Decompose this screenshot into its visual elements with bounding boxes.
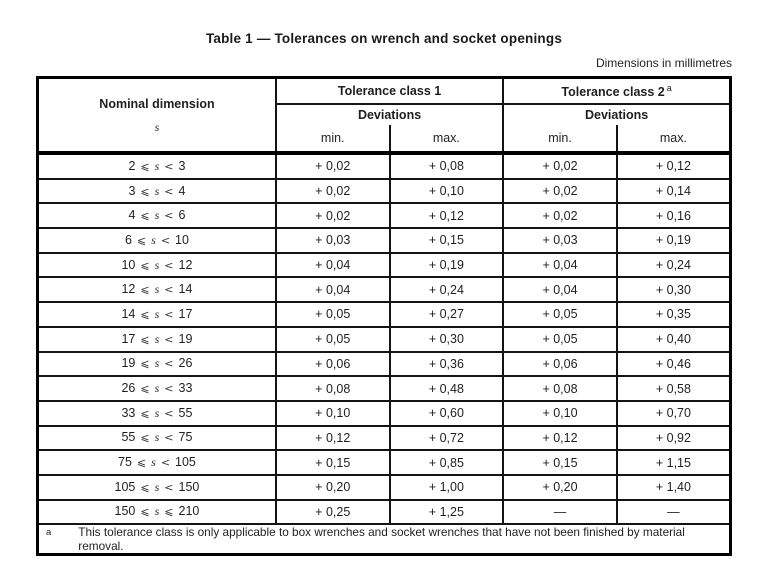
range-upper: 33 xyxy=(178,381,193,396)
range-rel1: ⩽ xyxy=(140,382,150,396)
class2-min-value: + 0,02 xyxy=(503,153,617,179)
footnote-marker: a xyxy=(46,527,52,539)
class2-min-value: + 0,04 xyxy=(503,277,617,302)
range-upper: 26 xyxy=(178,356,193,371)
range-var: s xyxy=(154,306,160,321)
range-lower: 33 xyxy=(121,405,136,420)
table-row xyxy=(38,401,731,426)
range-rel2: ⩽ xyxy=(164,505,174,519)
class1-max-value: + 0,72 xyxy=(390,426,504,451)
class2-max-value: + 1,15 xyxy=(617,450,731,475)
nominal-range-cell xyxy=(38,179,276,204)
nominal-range-cell xyxy=(38,376,276,401)
table-title: Table 1 — Tolerances on wrench and socket openings xyxy=(205,31,563,46)
class2-max-value: + 0,58 xyxy=(617,376,731,401)
class2-min-value: + 0,06 xyxy=(503,352,617,377)
range-var: s xyxy=(154,257,160,272)
header-deviations-class2: Deviations xyxy=(503,104,730,125)
class1-min-value: + 0,06 xyxy=(276,352,390,377)
table-row xyxy=(38,153,731,179)
class2-min-value: + 0,05 xyxy=(503,327,617,352)
footnote-text: This tolerance class is only applicable to box wrenches and socket wrenches that have not been finished by material removal. xyxy=(78,525,685,554)
class1-min-value: + 0,02 xyxy=(276,203,390,228)
nominal-range-cell xyxy=(38,426,276,451)
nominal-dimension-label: Nominal dimension xyxy=(99,96,215,111)
class1-max-value: + 0,08 xyxy=(390,153,504,179)
nominal-range-cell xyxy=(38,153,276,179)
range-lower: 4 xyxy=(128,208,136,223)
header-nominal-dimension xyxy=(38,78,276,154)
range-rel1: ⩽ xyxy=(140,406,150,420)
class2-min-value: + 0,20 xyxy=(503,475,617,500)
range-upper: 210 xyxy=(178,504,200,519)
header-class1-max: max. xyxy=(390,125,504,153)
range-rel1: ⩽ xyxy=(140,357,150,371)
range-rel1: ⩽ xyxy=(136,233,147,247)
range-rel1: ⩽ xyxy=(140,209,150,223)
class2-min-value: + 0,15 xyxy=(503,450,617,475)
range-rel2: < xyxy=(164,357,174,371)
table-row xyxy=(38,203,731,228)
range-rel1: ⩽ xyxy=(140,307,150,321)
range-rel2: < xyxy=(164,382,174,396)
range-rel2: < xyxy=(164,307,174,321)
class1-min-value: + 0,02 xyxy=(276,153,390,179)
table-row xyxy=(38,228,731,253)
class2-max-value: + 1,40 xyxy=(617,475,731,500)
range-rel1: ⩽ xyxy=(140,159,150,173)
range-rel1: ⩽ xyxy=(140,184,150,198)
table-row xyxy=(38,179,731,204)
class1-min-value: + 0,12 xyxy=(276,426,390,451)
table-row xyxy=(38,327,731,352)
nominal-range-cell xyxy=(38,450,276,475)
range-lower: 19 xyxy=(121,356,136,371)
table-body xyxy=(38,153,731,524)
range-var: s xyxy=(154,282,160,297)
range-rel2: < xyxy=(164,283,174,297)
class2-max-value: + 0,24 xyxy=(617,253,731,278)
range-upper: 105 xyxy=(175,455,196,470)
class2-max-value: + 0,92 xyxy=(617,426,731,451)
range-lower: 105 xyxy=(114,479,136,494)
class1-max-value: + 0,24 xyxy=(390,277,504,302)
range-rel1: ⩽ xyxy=(140,283,150,297)
class1-max-value: + 0,12 xyxy=(390,203,504,228)
nominal-range-cell xyxy=(38,203,276,228)
range-lower: 17 xyxy=(121,331,136,346)
class1-max-value: + 1,25 xyxy=(390,500,504,525)
header-class2-max: max. xyxy=(617,125,731,153)
range-rel2: < xyxy=(164,332,174,346)
class1-min-value: + 0,10 xyxy=(276,401,390,426)
class1-max-value: + 0,19 xyxy=(390,253,504,278)
range-rel1: ⩽ xyxy=(140,505,150,519)
class2-max-value: + 0,16 xyxy=(617,203,731,228)
class1-min-value: + 0,04 xyxy=(276,253,390,278)
nominal-range-cell xyxy=(38,253,276,278)
range-var: s xyxy=(154,430,160,445)
range-lower: 14 xyxy=(121,306,136,321)
table-footnote-row xyxy=(38,524,731,555)
range-upper: 6 xyxy=(178,208,186,223)
table-row xyxy=(38,500,731,525)
class2-min-value: — xyxy=(503,500,617,525)
class1-max-value: + 0,10 xyxy=(390,179,504,204)
range-var: s xyxy=(154,331,160,346)
range-rel2: < xyxy=(160,456,171,470)
class2-max-value: + 0,35 xyxy=(617,302,731,327)
range-upper: 12 xyxy=(178,257,193,272)
class2-min-value: + 0,05 xyxy=(503,302,617,327)
range-upper: 19 xyxy=(178,331,193,346)
table-row xyxy=(38,475,731,500)
range-upper: 55 xyxy=(178,405,193,420)
tolerance-class-2-label: Tolerance class 2 xyxy=(561,85,665,100)
class2-max-value: + 0,40 xyxy=(617,327,731,352)
class2-max-value: + 0,46 xyxy=(617,352,731,377)
dimensions-unit-note: Dimensions in millimetres xyxy=(595,56,732,70)
nominal-range-cell xyxy=(38,302,276,327)
table-row xyxy=(38,277,731,302)
class1-max-value: + 1,00 xyxy=(390,475,504,500)
range-rel2: < xyxy=(160,233,171,247)
range-upper: 10 xyxy=(175,232,189,247)
class2-max-value: + 0,14 xyxy=(617,179,731,204)
range-rel2: < xyxy=(164,258,174,272)
nominal-range-cell xyxy=(38,228,276,253)
range-var: s xyxy=(151,455,156,470)
class1-min-value: + 0,03 xyxy=(276,228,390,253)
class2-max-value: + 0,12 xyxy=(617,153,731,179)
class1-max-value: + 0,15 xyxy=(390,228,504,253)
header-class2-min: min. xyxy=(503,125,617,153)
range-rel1: ⩽ xyxy=(140,332,150,346)
table-row xyxy=(38,376,731,401)
table-row xyxy=(38,302,731,327)
table-row xyxy=(38,426,731,451)
nominal-range-cell xyxy=(38,500,276,525)
class2-min-value: + 0,02 xyxy=(503,203,617,228)
range-lower: 75 xyxy=(118,455,132,470)
range-var: s xyxy=(154,504,160,519)
class2-max-value: + 0,70 xyxy=(617,401,731,426)
class1-min-value: + 0,20 xyxy=(276,475,390,500)
range-lower: 2 xyxy=(128,158,136,173)
range-var: s xyxy=(151,232,156,247)
range-var: s xyxy=(154,381,160,396)
class1-min-value: + 0,05 xyxy=(276,302,390,327)
class1-max-value: + 0,60 xyxy=(390,401,504,426)
range-rel2: < xyxy=(164,431,174,445)
range-upper: 75 xyxy=(178,430,193,445)
range-lower: 6 xyxy=(124,232,132,247)
nominal-range-cell xyxy=(38,352,276,377)
range-rel2: < xyxy=(164,480,174,494)
range-var: s xyxy=(154,479,160,494)
range-rel1: ⩽ xyxy=(136,456,147,470)
range-upper: 4 xyxy=(178,183,186,198)
range-lower: 12 xyxy=(121,282,136,297)
class1-min-value: + 0,04 xyxy=(276,277,390,302)
class1-max-value: + 0,27 xyxy=(390,302,504,327)
table-row xyxy=(38,253,731,278)
class2-min-value: + 0,12 xyxy=(503,426,617,451)
range-var: s xyxy=(154,158,160,173)
header-class1-min: min. xyxy=(276,125,390,153)
class2-min-value: + 0,10 xyxy=(503,401,617,426)
range-rel2: < xyxy=(164,159,174,173)
range-lower: 26 xyxy=(121,381,136,396)
class1-max-value: + 0,30 xyxy=(390,327,504,352)
range-rel2: < xyxy=(164,184,174,198)
class1-max-value: + 0,36 xyxy=(390,352,504,377)
range-rel1: ⩽ xyxy=(140,480,150,494)
class1-min-value: + 0,15 xyxy=(276,450,390,475)
table-row xyxy=(38,450,731,475)
nominal-variable-symbol: s xyxy=(154,120,160,135)
range-rel1: ⩽ xyxy=(140,258,150,272)
range-upper: 3 xyxy=(178,158,186,173)
range-var: s xyxy=(154,183,160,198)
class1-min-value: + 0,05 xyxy=(276,327,390,352)
class2-min-value: + 0,03 xyxy=(503,228,617,253)
table-header xyxy=(38,78,731,154)
range-upper: 150 xyxy=(178,479,200,494)
footnote-cell xyxy=(38,524,731,555)
tolerances-table xyxy=(36,76,732,556)
range-upper: 17 xyxy=(178,306,193,321)
nominal-range-cell xyxy=(38,277,276,302)
range-upper: 14 xyxy=(178,282,193,297)
range-rel1: ⩽ xyxy=(140,431,150,445)
range-var: s xyxy=(154,405,160,420)
class2-max-value: — xyxy=(617,500,731,525)
class2-min-value: + 0,02 xyxy=(503,179,617,204)
class2-min-value: + 0,04 xyxy=(503,253,617,278)
range-lower: 55 xyxy=(121,430,136,445)
header-deviations-class1: Deviations xyxy=(276,104,503,125)
class1-min-value: + 0,02 xyxy=(276,179,390,204)
range-rel2: < xyxy=(164,209,174,223)
nominal-range-cell xyxy=(38,401,276,426)
range-var: s xyxy=(154,208,160,223)
footnote-reference-marker: a xyxy=(666,82,672,93)
nominal-range-cell xyxy=(38,327,276,352)
range-var: s xyxy=(154,356,160,371)
range-lower: 150 xyxy=(114,504,136,519)
class2-min-value: + 0,08 xyxy=(503,376,617,401)
class2-max-value: + 0,19 xyxy=(617,228,731,253)
header-tolerance-class-2 xyxy=(503,78,730,105)
class1-max-value: + 0,48 xyxy=(390,376,504,401)
range-rel2: < xyxy=(164,406,174,420)
class1-min-value: + 0,25 xyxy=(276,500,390,525)
class2-max-value: + 0,30 xyxy=(617,277,731,302)
class1-min-value: + 0,08 xyxy=(276,376,390,401)
nominal-range-cell xyxy=(38,475,276,500)
range-lower: 10 xyxy=(121,257,136,272)
class1-max-value: + 0,85 xyxy=(390,450,504,475)
header-tolerance-class-1: Tolerance class 1 xyxy=(276,78,503,105)
table-row xyxy=(38,352,731,377)
range-lower: 3 xyxy=(128,183,136,198)
